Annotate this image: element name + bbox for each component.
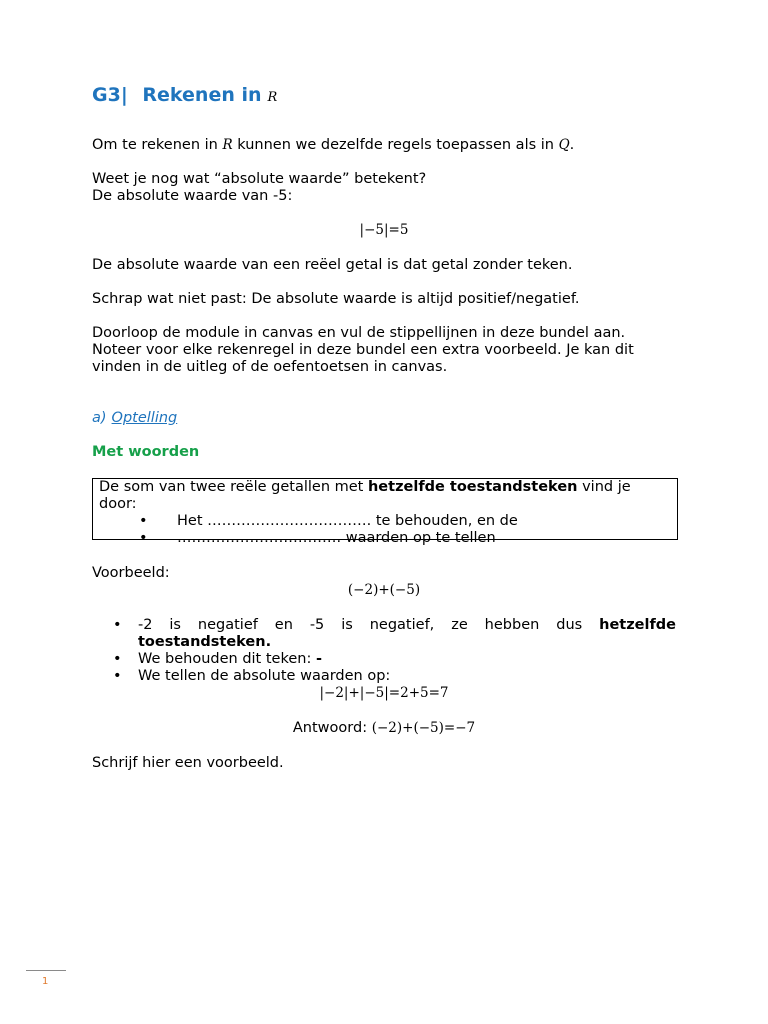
intro-part: . <box>569 137 575 153</box>
footer-divider <box>26 970 66 971</box>
rule-text: De som van twee reële getallen met <box>99 479 368 495</box>
step-text: We tellen de absolute waarden op: <box>138 668 391 684</box>
rule-text: vind je <box>577 479 631 495</box>
step-text <box>138 617 676 634</box>
page-number: 1 <box>42 976 49 987</box>
fill-in-line: ……………………………. waarden op te tellen <box>177 530 496 546</box>
bullet: • <box>113 668 122 684</box>
instruction-line: Doorloop de module in canvas en vul de stippellijnen in deze bundel aan. <box>92 325 626 341</box>
step-text <box>138 651 676 668</box>
intro-part: Om te rekenen in <box>92 137 223 153</box>
abs-exercise: Schrap wat niet past: De absolute waarde is altijd positief/negatief. <box>92 291 580 307</box>
step-emphasis: hetzelfde <box>599 617 676 633</box>
section-heading <box>92 410 177 426</box>
rational-numbers-symbol: Q <box>558 137 570 153</box>
answer-formula: (−2)+(−5)=−7 <box>371 720 476 736</box>
intro-part: kunnen we dezelfde regels toepassen als in <box>232 137 559 153</box>
real-numbers-symbol: R <box>267 90 278 105</box>
step-part: We behouden dit teken: <box>138 651 316 667</box>
bullet: • <box>139 530 148 546</box>
answer-label: Antwoord: <box>292 720 372 736</box>
step-emphasis: - <box>315 651 322 667</box>
section-marker: a) <box>92 410 107 426</box>
abs-question: Weet je nog wat “absolute waarde” betekent? <box>92 171 427 187</box>
bullet: • <box>113 617 122 633</box>
step-emphasis: toestandsteken. <box>138 634 272 650</box>
step-text <box>138 634 676 651</box>
chapter-title: Rekenen in <box>142 84 262 106</box>
rule-box <box>92 478 678 546</box>
section-link-optelling[interactable]: Optelling <box>111 410 178 426</box>
abs-intro: De absolute waarde van -5: <box>92 188 293 204</box>
instruction-line: vinden in de uitleg of de oefentoetsen in canvas. <box>92 359 448 375</box>
bullet: • <box>113 651 122 667</box>
bullet: • <box>139 513 148 529</box>
page-title <box>92 84 277 106</box>
write-example-prompt: Schrijf hier een voorbeeld. <box>92 755 284 771</box>
step-formula: |−2|+|−5|=2+5=7 <box>319 685 449 701</box>
intro-text <box>92 137 574 154</box>
rule-item <box>99 513 673 530</box>
real-numbers-symbol: R <box>222 137 233 153</box>
rule-item <box>99 530 673 547</box>
instruction-line: Noteer voor elke rekenregel in deze bundel een extra voorbeeld. Je kan dit <box>92 342 634 358</box>
chapter-number: G3| <box>92 84 128 106</box>
subheading: Met woorden <box>92 444 200 460</box>
rule-line <box>99 479 673 496</box>
example-formula: (−2)+(−5) <box>347 582 421 598</box>
rule-line: door: <box>99 496 137 512</box>
fill-in-line: Het ……………………………. te behouden, en de <box>177 513 518 529</box>
abs-formula: |−5|=5 <box>359 222 409 238</box>
rule-emphasis: hetzelfde toestandsteken <box>367 479 578 495</box>
abs-definition: De absolute waarde van een reëel getal is dat getal zonder teken. <box>92 257 573 273</box>
step-part: -2 is negatief en -5 is negatief, ze hebben dus <box>138 617 583 633</box>
example-label: Voorbeeld: <box>92 565 170 581</box>
answer-line <box>92 720 676 736</box>
